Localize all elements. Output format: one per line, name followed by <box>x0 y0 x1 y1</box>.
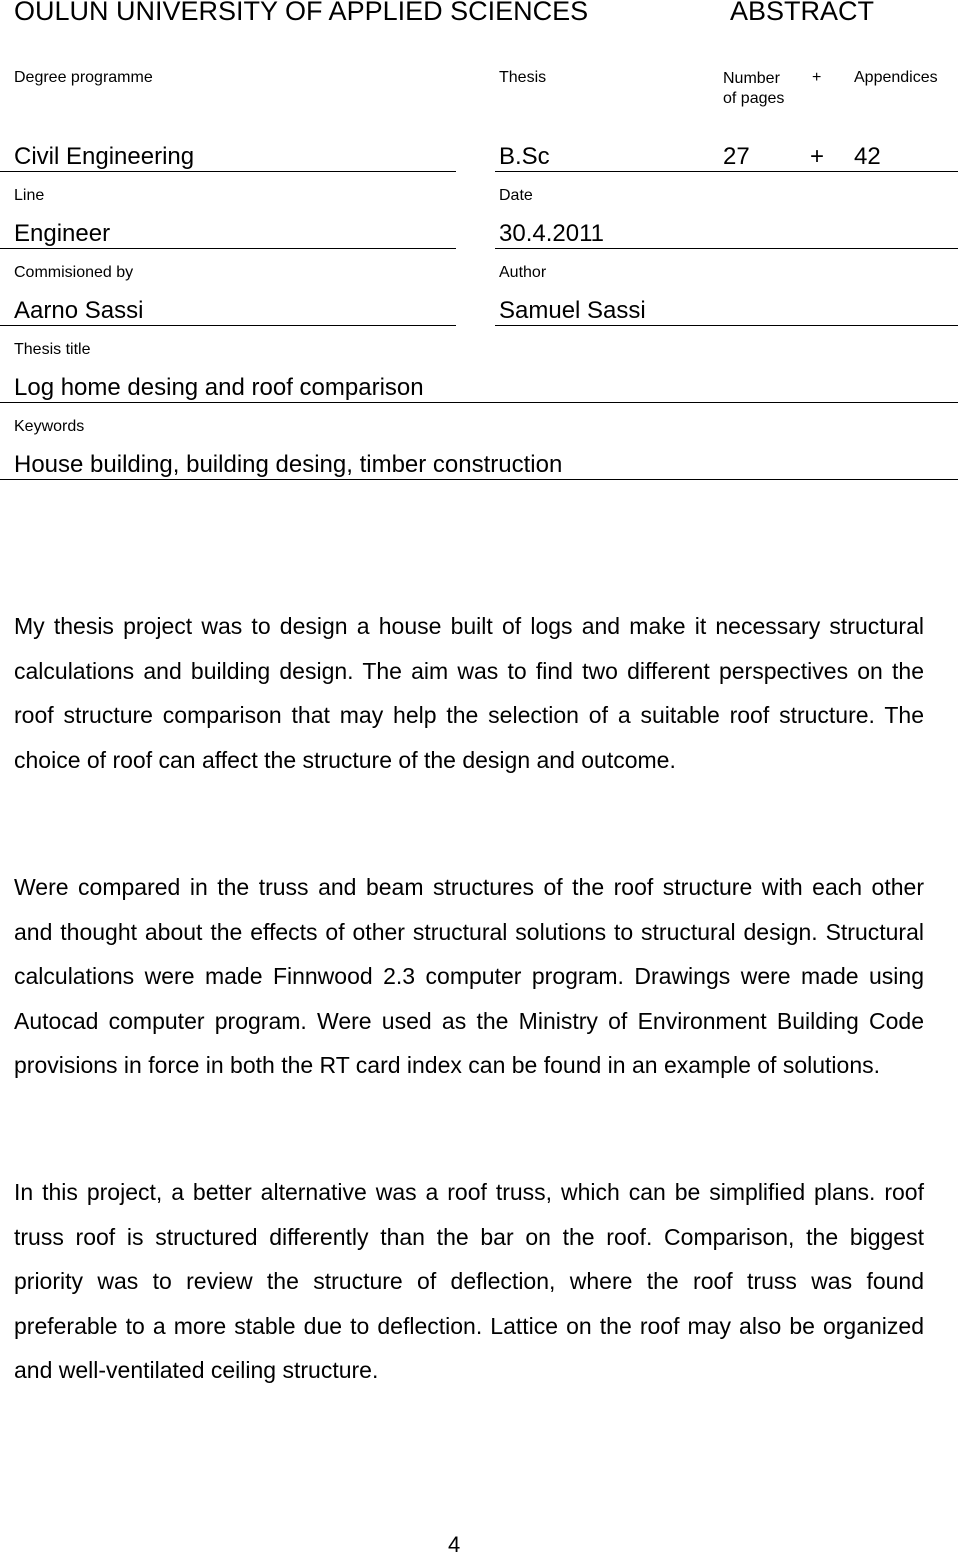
commissioned-by-label: Commisioned by <box>14 264 134 281</box>
divider <box>0 402 958 403</box>
keywords-label: Keywords <box>14 418 85 435</box>
divider <box>0 325 456 326</box>
abstract-paragraph: My thesis project was to design a house built of logs and make it necessary structural calculations and building design. The aim was to find two different perspectives on the roof structure comparison that may help the selection of a suitable roof structure. The choice of roof can affect the structure of the design and outcome. <box>14 613 924 773</box>
page-number: 4 <box>448 1532 461 1557</box>
abstract-paragraph: Were compared in the truss and beam structures of the roof structure with each other and thought about the effects of other structural solutions to structural design. Structural calculations were made Finnwood 2.3 computer program. Drawings were made using Autocad computer program. Were used as the Ministry of Environment Building Code provisions in force in both the RT card index can be found in an example of solutions. <box>14 874 924 1078</box>
divider <box>495 325 958 326</box>
abstract-paragraph: In this project, a better alternative was a roof truss, which can be simplified plans. roof truss roof is structured differently than the bar on the roof. Comparison, the biggest priority was to review the structure of deflection, where the roof truss was found preferable to a more stable due to deflection. Lattice on the roof may also be organized and well-ventilated ceiling structure. <box>14 1179 924 1383</box>
divider <box>0 248 456 249</box>
thesis-title-label: Thesis title <box>14 341 91 358</box>
thesis-label: Thesis <box>499 69 547 86</box>
keywords-value: House building, building desing, timber construction <box>14 451 563 478</box>
degree-programme-label: Degree programme <box>14 69 153 86</box>
plus-value: + <box>810 143 825 170</box>
line-label: Line <box>14 187 45 204</box>
abstract-heading: ABSTRACT <box>730 0 875 26</box>
divider <box>495 248 958 249</box>
date-label: Date <box>499 187 533 204</box>
divider <box>495 171 958 172</box>
institution-title: OULUN UNIVERSITY OF APPLIED SCIENCES <box>14 0 589 26</box>
divider <box>0 479 958 480</box>
date-value: 30.4.2011 <box>499 220 604 247</box>
thesis-value: B.Sc <box>499 143 550 170</box>
appendices-value: 42 <box>854 143 881 170</box>
number-of-pages-value: 27 <box>723 143 750 170</box>
author-value: Samuel Sassi <box>499 297 646 324</box>
divider <box>0 171 456 172</box>
thesis-title-value: Log home desing and roof comparison <box>14 374 424 401</box>
author-label: Author <box>499 264 547 281</box>
degree-programme-value: Civil Engineering <box>14 143 195 170</box>
line-value: Engineer <box>14 220 111 247</box>
commissioned-by-value: Aarno Sassi <box>14 297 144 324</box>
appendices-label: Appendices <box>854 69 938 86</box>
number-of-pages-label: Number of pages <box>723 70 785 107</box>
plus-label: + <box>812 69 822 86</box>
